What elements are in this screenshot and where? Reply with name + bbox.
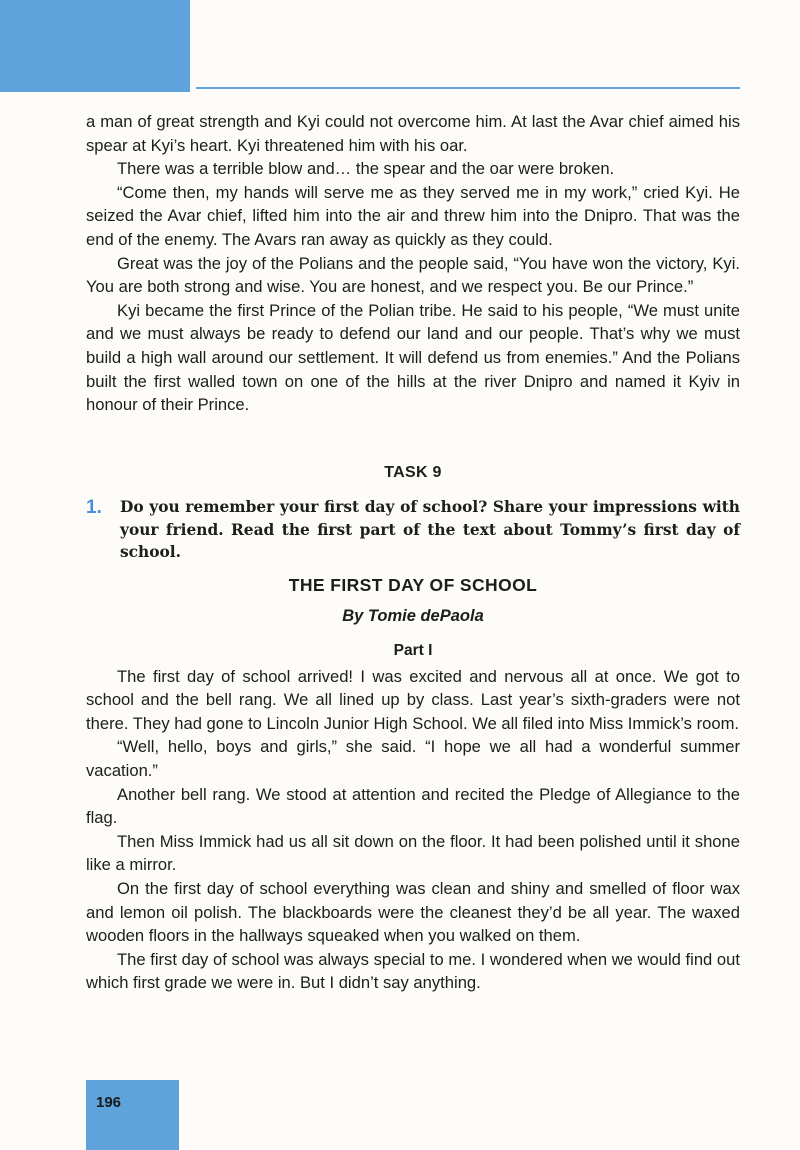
footer-page-block: [86, 1080, 179, 1150]
task-title: TASK 9: [384, 463, 442, 481]
page-content: [86, 110, 740, 995]
legend-paragraph: There was a terrible blow and… the spear and the oar were broken.: [117, 159, 615, 179]
header-corner-block: [0, 0, 190, 92]
legend-paragraph: Great was the joy of the Polians and the people said, “You have won the victory, Kyi. You are both strong and wise. You are honest, and we respect you. Be our Prince.”: [86, 253, 740, 297]
story-paragraph: Then Miss Immick had us all sit down on the floor. It had been polished until it shone like a mirror.: [86, 831, 740, 875]
task-item-text: Do you remember your first day of school? Share your impressions with your friend. Read the first part of the text about Tommy’s first day of school.: [120, 498, 740, 562]
legend-paragraph: a man of great strength and Kyi could not overcome him. At last the Avar chief aimed his spear at Kyi’s heart. Kyi threatened him with his oar.: [86, 112, 740, 155]
story-paragraph: On the first day of school everything was clean and shiny and smelled of floor wax and lemon oil polish. The blackboards were the cleanest they’d be all year. The waxed wooden floors in the hallways squeaked when you walked on them.: [86, 878, 740, 946]
story-text: [86, 665, 740, 995]
legend-paragraph: Kyi became the first Prince of the Polian tribe. He said to his people, “We must unite and we must always be ready to defend our land and our people. That’s why we must build a high wall around our settlement. It will defend us from enemies.” And the Polians built the first walled town on one of the hills at the river Dnipro and named it Kyiv in honour of their Prince.: [86, 300, 740, 415]
legend-paragraph: “Come then, my hands will serve me as they served me in my work,” cried Kyi. He seized the Avar chief, lifted him into the air and threw him into the Dnipro. That was the end of the enemy. The Avars ran away as quickly as they could.: [86, 182, 740, 249]
story-paragraph: “Well, hello, boys and girls,” she said. “I hope we all had a wonderful summer vacation.”: [86, 737, 740, 780]
story-paragraph: The first day of school arrived! I was excited and nervous all at once. We got to school and the bell rang. We all lined up by class. Last year’s sixth-graders were not there. They had gone to Lincoln Junior High School. We all filed into Miss Immick’s room.: [86, 666, 740, 733]
page-number: 196: [96, 1094, 122, 1111]
story-title: THE FIRST DAY OF SCHOOL: [288, 574, 538, 595]
story-part-label: Part I: [393, 642, 433, 659]
story-paragraph: Another bell rang. We stood at attention and recited the Pledge of Allegiance to the flag.: [86, 784, 740, 828]
story-author: By Tomie dePaola: [342, 607, 484, 626]
header-rule: [196, 87, 740, 89]
task-item-number: 1.: [86, 497, 102, 519]
task-item: [86, 496, 740, 564]
legend-ending: [86, 110, 740, 417]
story-paragraph: The first day of school was always special to me. I wondered when we would find out which first grade we were in. But I didn’t say anything.: [86, 949, 740, 993]
